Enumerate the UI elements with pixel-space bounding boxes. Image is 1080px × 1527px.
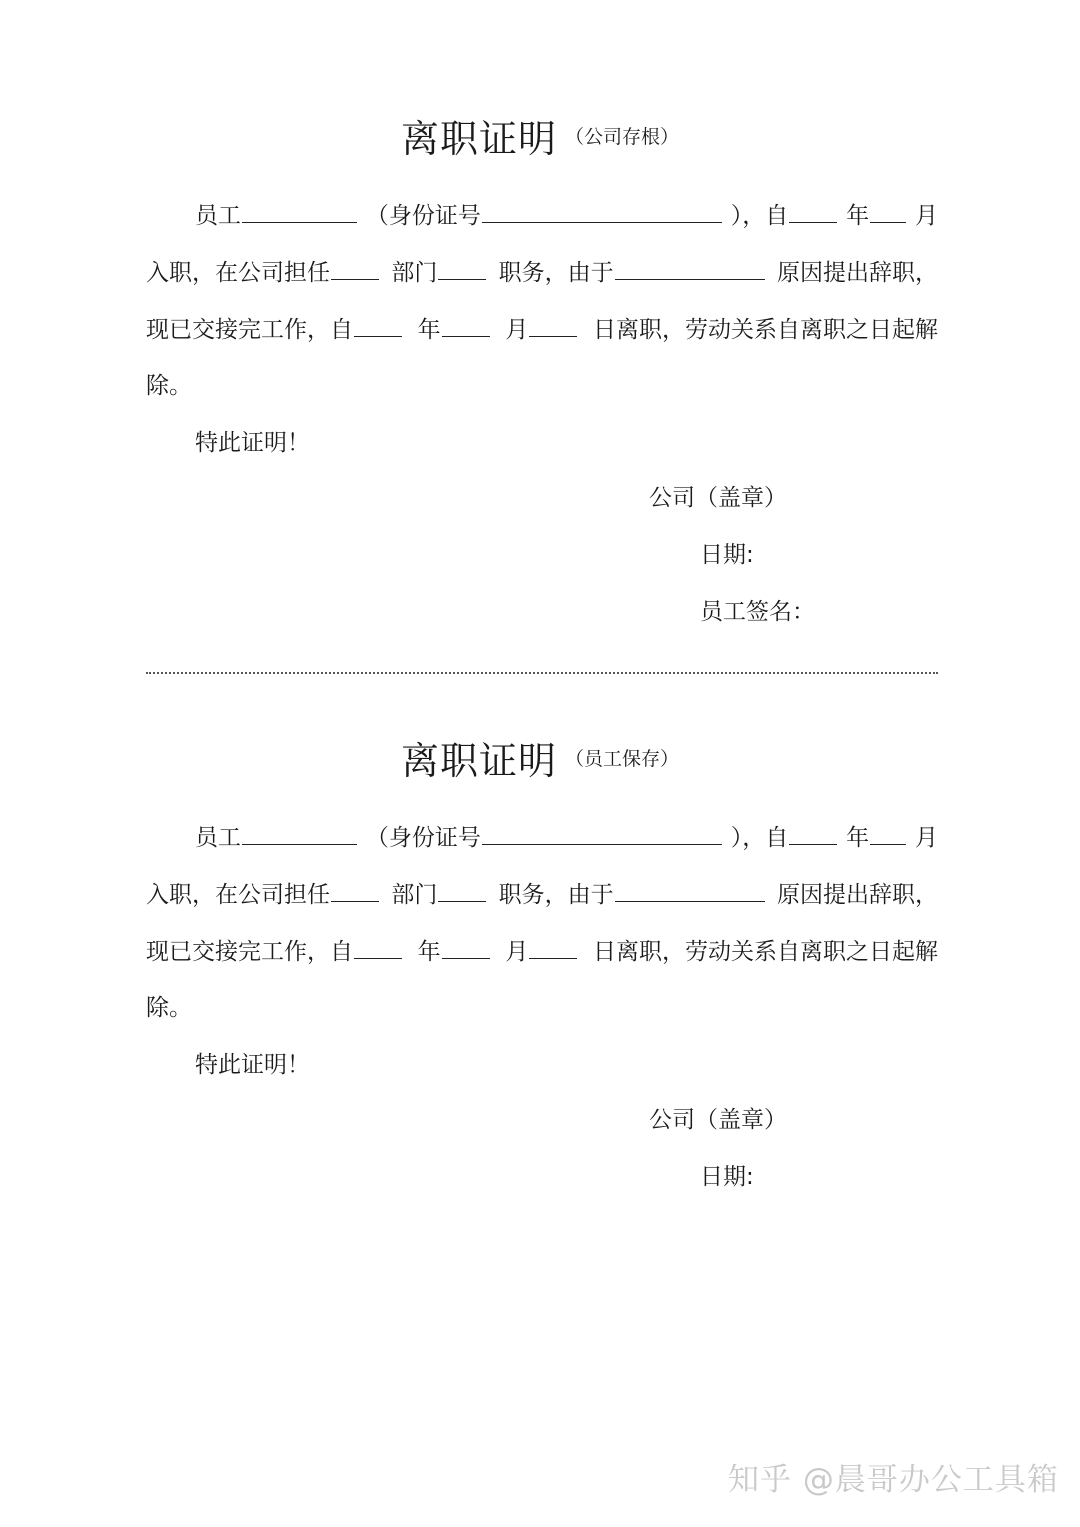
text-resign-reason: 原因提出辞职， bbox=[776, 260, 938, 286]
text-duty-because: 职务，由于 bbox=[498, 882, 614, 908]
watermark-text: 知乎 @晨哥办公工具箱 bbox=[728, 1462, 1059, 1498]
title-subtitle: （员工保存） bbox=[565, 748, 680, 770]
certificate-title bbox=[0, 108, 1080, 163]
text-handover: 现已交接完工作，自 bbox=[146, 939, 353, 965]
text-duty-because: 职务，由于 bbox=[498, 260, 614, 286]
text-labor-relation: 日离职，劳动关系自离职之日起解 bbox=[592, 939, 938, 965]
blank-leave-year bbox=[354, 932, 402, 959]
body-line-2 bbox=[146, 875, 938, 915]
company-seal-label: 公司（盖章） bbox=[649, 485, 787, 511]
body-line-4: 除。 bbox=[146, 995, 192, 1021]
title-subtitle: （公司存根） bbox=[565, 126, 680, 148]
text-from: ），自 bbox=[730, 203, 789, 229]
text-year: 年 bbox=[417, 317, 441, 343]
certificate-title bbox=[0, 730, 1080, 785]
blank-department bbox=[331, 875, 379, 902]
blank-id-number bbox=[482, 196, 722, 223]
text-year: 年 bbox=[417, 939, 441, 965]
blank-position bbox=[438, 875, 486, 902]
date-label: 日期: bbox=[700, 542, 754, 568]
blank-department bbox=[331, 253, 379, 280]
blank-employee-name bbox=[242, 818, 357, 845]
employee-signature-label: 员工签名： bbox=[700, 599, 815, 625]
body-line-1 bbox=[195, 196, 938, 236]
company-seal-label: 公司（盖章） bbox=[649, 1107, 787, 1133]
text-resign-reason: 原因提出辞职， bbox=[776, 882, 938, 908]
blank-id-number bbox=[482, 818, 722, 845]
blank-start-year bbox=[789, 818, 837, 845]
blank-leave-year bbox=[354, 310, 402, 337]
closing-text: 特此证明！ bbox=[195, 1052, 310, 1078]
closing-text: 特此证明！ bbox=[195, 430, 310, 456]
blank-position bbox=[438, 253, 486, 280]
text-employee: 员工 bbox=[195, 825, 241, 851]
text-month: 月 bbox=[505, 939, 529, 965]
text-id-number: （身份证号 bbox=[365, 825, 481, 851]
text-from: ），自 bbox=[730, 825, 789, 851]
text-month: 月 bbox=[915, 203, 938, 229]
text-position-intro: 入职，在公司担任 bbox=[146, 882, 330, 908]
blank-reason bbox=[615, 253, 765, 280]
blank-leave-day bbox=[529, 932, 577, 959]
title-main: 离职证明 bbox=[400, 739, 557, 783]
text-year: 年 bbox=[846, 825, 870, 851]
text-position-intro: 入职，在公司担任 bbox=[146, 260, 330, 286]
text-handover: 现已交接完工作，自 bbox=[146, 317, 353, 343]
blank-start-month bbox=[870, 196, 906, 223]
blank-start-year bbox=[789, 196, 837, 223]
body-line-3 bbox=[146, 310, 938, 350]
body-line-1 bbox=[195, 818, 938, 858]
body-line-4: 除。 bbox=[146, 373, 192, 399]
blank-reason bbox=[615, 875, 765, 902]
text-id-number: （身份证号 bbox=[365, 203, 481, 229]
text-department: 部门 bbox=[391, 260, 438, 286]
blank-leave-month bbox=[442, 932, 490, 959]
title-main: 离职证明 bbox=[400, 117, 557, 161]
text-month: 月 bbox=[915, 825, 938, 851]
text-employee: 员工 bbox=[195, 203, 241, 229]
text-labor-relation: 日离职，劳动关系自离职之日起解 bbox=[592, 317, 938, 343]
body-line-2 bbox=[146, 253, 938, 293]
text-year: 年 bbox=[846, 203, 870, 229]
text-department: 部门 bbox=[391, 882, 438, 908]
body-line-3 bbox=[146, 932, 938, 972]
cut-line-divider bbox=[146, 672, 938, 674]
blank-leave-day bbox=[529, 310, 577, 337]
blank-leave-month bbox=[442, 310, 490, 337]
blank-employee-name bbox=[242, 196, 357, 223]
date-label: 日期: bbox=[700, 1164, 754, 1190]
blank-start-month bbox=[870, 818, 906, 845]
text-month: 月 bbox=[505, 317, 529, 343]
